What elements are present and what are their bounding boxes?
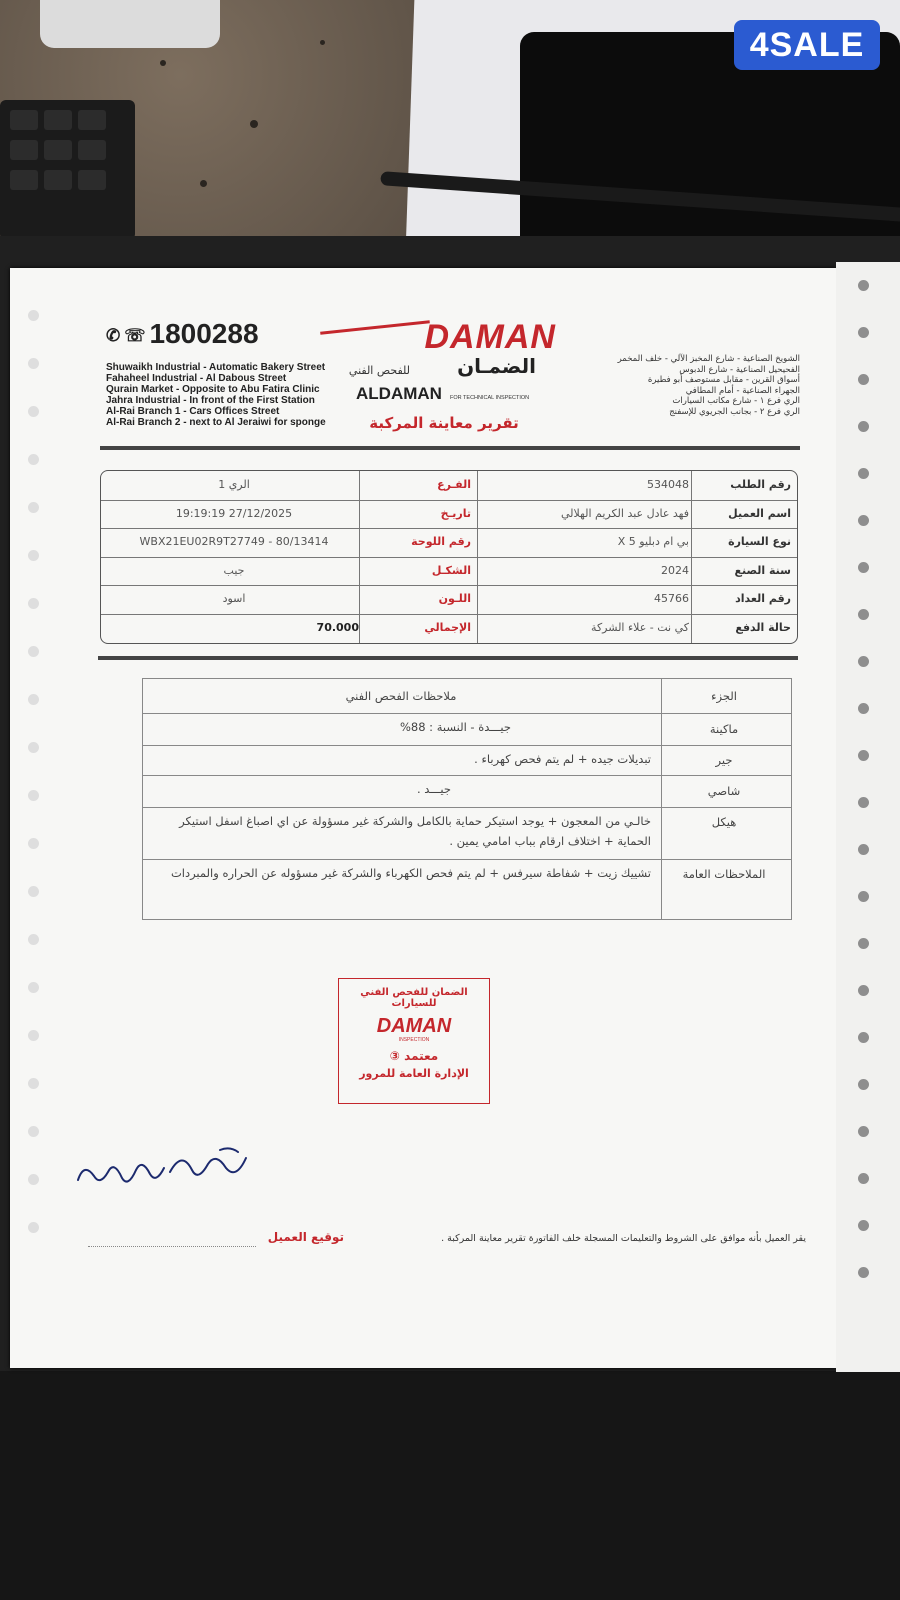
perforation-hole bbox=[858, 421, 869, 432]
info-row-car-type bbox=[101, 528, 797, 558]
perforation-hole bbox=[858, 703, 869, 714]
perforation-hole bbox=[858, 750, 869, 761]
branch-ar: الري فرع ٢ - بجانب الجريوي للإسفنج bbox=[669, 406, 800, 417]
engine-part: ماكينة bbox=[709, 722, 739, 736]
branch-ar: أسواق القرين - مقابل مستوصف أبو فطيرة bbox=[647, 375, 800, 386]
left-perforation-hole bbox=[28, 310, 39, 321]
phone-number: 1800288 bbox=[149, 318, 259, 349]
daman-logo: DAMAN bbox=[424, 318, 556, 356]
branch-label: الفـرع bbox=[437, 478, 471, 491]
vehicle-info-table bbox=[100, 470, 798, 644]
perforation-hole bbox=[858, 1173, 869, 1184]
logo-arabic-sub: للفحص الفني bbox=[348, 364, 410, 377]
info-row-year bbox=[101, 557, 797, 587]
logo-arabic: الضمـان bbox=[457, 354, 536, 378]
left-perforation-hole bbox=[28, 1222, 39, 1233]
left-perforation-hole bbox=[28, 1174, 39, 1185]
desk-speck bbox=[320, 40, 325, 45]
perforation-hole bbox=[858, 797, 869, 808]
branches-arabic bbox=[614, 354, 800, 418]
branch-ar: الفحيحيل الصناعية - شارع الدبوس bbox=[679, 364, 800, 375]
perforation-hole bbox=[858, 1032, 869, 1043]
perforation-hole bbox=[858, 938, 869, 949]
perforation-hole bbox=[858, 468, 869, 479]
request-number-value: 534048 bbox=[647, 478, 689, 491]
body-part: هيكل bbox=[711, 815, 737, 829]
branch-ar: الجهراء الصناعية - أمام المطافي bbox=[685, 385, 800, 396]
inspection-notes-table bbox=[142, 678, 792, 920]
perforation-hole bbox=[858, 1220, 869, 1231]
branch-en: Qurain Market - Opposite to Abu Fatira Clinic bbox=[106, 384, 320, 395]
odometer-label: رقم العداد bbox=[735, 592, 791, 606]
payment-status-label: حالة الدفع bbox=[735, 621, 791, 634]
customer-name-label: اسم العميل bbox=[728, 506, 791, 520]
left-perforation-hole bbox=[28, 454, 39, 465]
color-value: اسود bbox=[222, 592, 246, 606]
left-perforation-hole bbox=[28, 502, 39, 513]
info-row-odometer bbox=[101, 585, 797, 615]
body-shape-label: الشكـل bbox=[431, 563, 471, 577]
perforation-hole bbox=[858, 844, 869, 855]
engine-note: جيـــدة - النسبة : 88% bbox=[399, 720, 511, 734]
stamp-number: ③ bbox=[389, 1049, 400, 1063]
branch-ar: الري فرع ١ - شارع مكاتب السيارات bbox=[672, 396, 800, 407]
approval-stamp bbox=[338, 978, 490, 1104]
branch-en: Fahaheel Industrial - Al Dabous Street bbox=[106, 373, 287, 384]
stamp-logo-sub: INSPECTION bbox=[398, 1037, 430, 1043]
left-perforation-hole bbox=[28, 406, 39, 417]
keyboard bbox=[0, 100, 135, 240]
left-perforation-hole bbox=[28, 886, 39, 897]
left-perforation-hole bbox=[28, 742, 39, 753]
left-perforation-hole bbox=[28, 646, 39, 657]
left-perforation-hole bbox=[28, 982, 39, 993]
general-part: الملاحظات العامة bbox=[682, 867, 766, 881]
left-perforation-hole bbox=[28, 1078, 39, 1089]
manufacture-year-label: سنة الصنع bbox=[734, 563, 791, 577]
desk-speck bbox=[160, 60, 166, 66]
watermark-logo: 4SALE bbox=[734, 20, 880, 70]
left-perforation-hole bbox=[28, 358, 39, 369]
notes-row-engine bbox=[143, 713, 791, 746]
customer-name-value: فهد عادل عبد الكريم الهلالي bbox=[560, 506, 689, 520]
desk-speck bbox=[250, 120, 258, 128]
plate-number-value: WBX21EU02R9T27749 - 80/13414 bbox=[139, 535, 329, 549]
manufacture-year-value: 2024 bbox=[661, 563, 689, 577]
car-type-value: بي ام دبليو X 5 bbox=[617, 535, 689, 549]
perforation-hole bbox=[858, 374, 869, 385]
date-value: 19:19:19 27/12/2025 bbox=[175, 506, 293, 520]
request-number-label: رقم الطلب bbox=[730, 478, 791, 491]
car-type-label: نوع السيارة bbox=[728, 535, 791, 549]
customer-signature bbox=[70, 1142, 270, 1202]
perforation-hole bbox=[858, 656, 869, 667]
perforation-hole bbox=[858, 609, 869, 620]
notes-row-general bbox=[143, 859, 791, 919]
branches-english bbox=[106, 362, 336, 428]
general-note: تشييك زيت + شفاطة سيرفس + لم يتم فحص الكهرباء والشركة غير مسؤوله عن الحراره والمبردات bbox=[170, 866, 651, 880]
payment-status-value: كي نت - علاء الشركة bbox=[591, 621, 689, 634]
notes-row-chassis bbox=[143, 775, 791, 808]
left-perforation-hole bbox=[28, 934, 39, 945]
perforation-hole bbox=[858, 1079, 869, 1090]
perforation-hole bbox=[858, 327, 869, 338]
desk-speck bbox=[200, 180, 207, 187]
report-title: تقرير معاينة المركبة bbox=[369, 414, 519, 432]
left-perforation-hole bbox=[28, 838, 39, 849]
gearbox-part: جير bbox=[715, 753, 733, 767]
perforated-strip bbox=[836, 262, 900, 1372]
part-header: الجزء bbox=[711, 689, 737, 703]
stamp-logo: DAMAN bbox=[376, 1015, 452, 1037]
chassis-note: جيـــد . bbox=[416, 782, 451, 796]
header-rule bbox=[100, 446, 800, 450]
total-value: 70.000 bbox=[316, 621, 359, 634]
branch-en: Al-Rai Branch 2 - next to Al Jeraiwi for sponge bbox=[106, 417, 326, 428]
perforation-hole bbox=[858, 280, 869, 291]
tissue-box bbox=[40, 0, 220, 48]
signature-line bbox=[88, 1246, 256, 1247]
stamp-approved bbox=[339, 1049, 489, 1063]
left-perforation-hole bbox=[28, 790, 39, 801]
notes-header: ملاحظات الفحص الفني bbox=[345, 689, 457, 703]
whatsapp-icon: ☏ bbox=[124, 325, 146, 345]
stamp-approved-text: معتمد bbox=[404, 1049, 439, 1063]
perforation-hole bbox=[858, 1267, 869, 1278]
branch-en: Shuwaikh Industrial - Automatic Bakery Street bbox=[106, 362, 326, 373]
perforation-hole bbox=[858, 515, 869, 526]
info-row-payment bbox=[101, 614, 797, 643]
color-label: اللـون bbox=[438, 592, 471, 606]
info-row-customer bbox=[101, 500, 797, 530]
info-row-request bbox=[101, 471, 797, 501]
branch-value: الري 1 bbox=[218, 478, 250, 491]
notes-row-gearbox bbox=[143, 745, 791, 776]
branch-en: Jahra Industrial - In front of the First Station bbox=[106, 395, 315, 406]
date-label: تاريـخ bbox=[440, 506, 471, 520]
branch-ar: الشويخ الصناعية - شارع المخبز الآلي - خلف المخمر bbox=[617, 354, 800, 364]
signature-label: توقيع العميل bbox=[267, 1230, 344, 1244]
notes-row-body bbox=[143, 807, 791, 860]
left-perforation-hole bbox=[28, 694, 39, 705]
logo-english-sub: FOR TECHNICAL INSPECTION bbox=[450, 395, 530, 401]
left-perforation-hole bbox=[28, 1126, 39, 1137]
branch-en: Al-Rai Branch 1 - Cars Offices Street bbox=[106, 406, 280, 417]
terms-statement: يقر العميل بأنه موافق على الشروط والتعليمات المسجلة خلف الفاتورة تقرير معاينة المركبة . bbox=[441, 1233, 806, 1244]
left-perforation-hole bbox=[28, 550, 39, 561]
body-note: خالـي من المعجون + يوجد استيكر حماية بالكامل والشركة غير مسؤولة عن اي اصباغ اسفل استيكر الحماية + اختلاف ارقام بباب امامي يمين . bbox=[179, 814, 651, 848]
odometer-value: 45766 bbox=[654, 592, 689, 606]
chassis-part: شاصي bbox=[707, 784, 741, 798]
stamp-authority: الإدارة العامة للمرور bbox=[359, 1067, 469, 1080]
perforation-hole bbox=[858, 985, 869, 996]
section-rule bbox=[98, 656, 798, 660]
hotline bbox=[106, 318, 259, 350]
gearbox-note: تبديلات جيده + لم يتم فحص كهرباء . bbox=[474, 752, 651, 766]
total-label: الإجمالي bbox=[424, 621, 471, 634]
stamp-company: الضمان للفحص الفني للسيارات bbox=[360, 987, 468, 1009]
logo-english: ALDAMAN bbox=[356, 384, 442, 403]
phone-icon: ✆ bbox=[106, 325, 121, 345]
left-perforation-hole bbox=[28, 1030, 39, 1041]
perforation-hole bbox=[858, 562, 869, 573]
body-shape-value: جيب bbox=[223, 563, 245, 577]
perforation-hole bbox=[858, 1126, 869, 1137]
left-perforation-hole bbox=[28, 598, 39, 609]
perforation-hole bbox=[858, 891, 869, 902]
plate-number-label: رقم اللوحة bbox=[411, 535, 471, 549]
notes-header-row bbox=[143, 679, 791, 714]
